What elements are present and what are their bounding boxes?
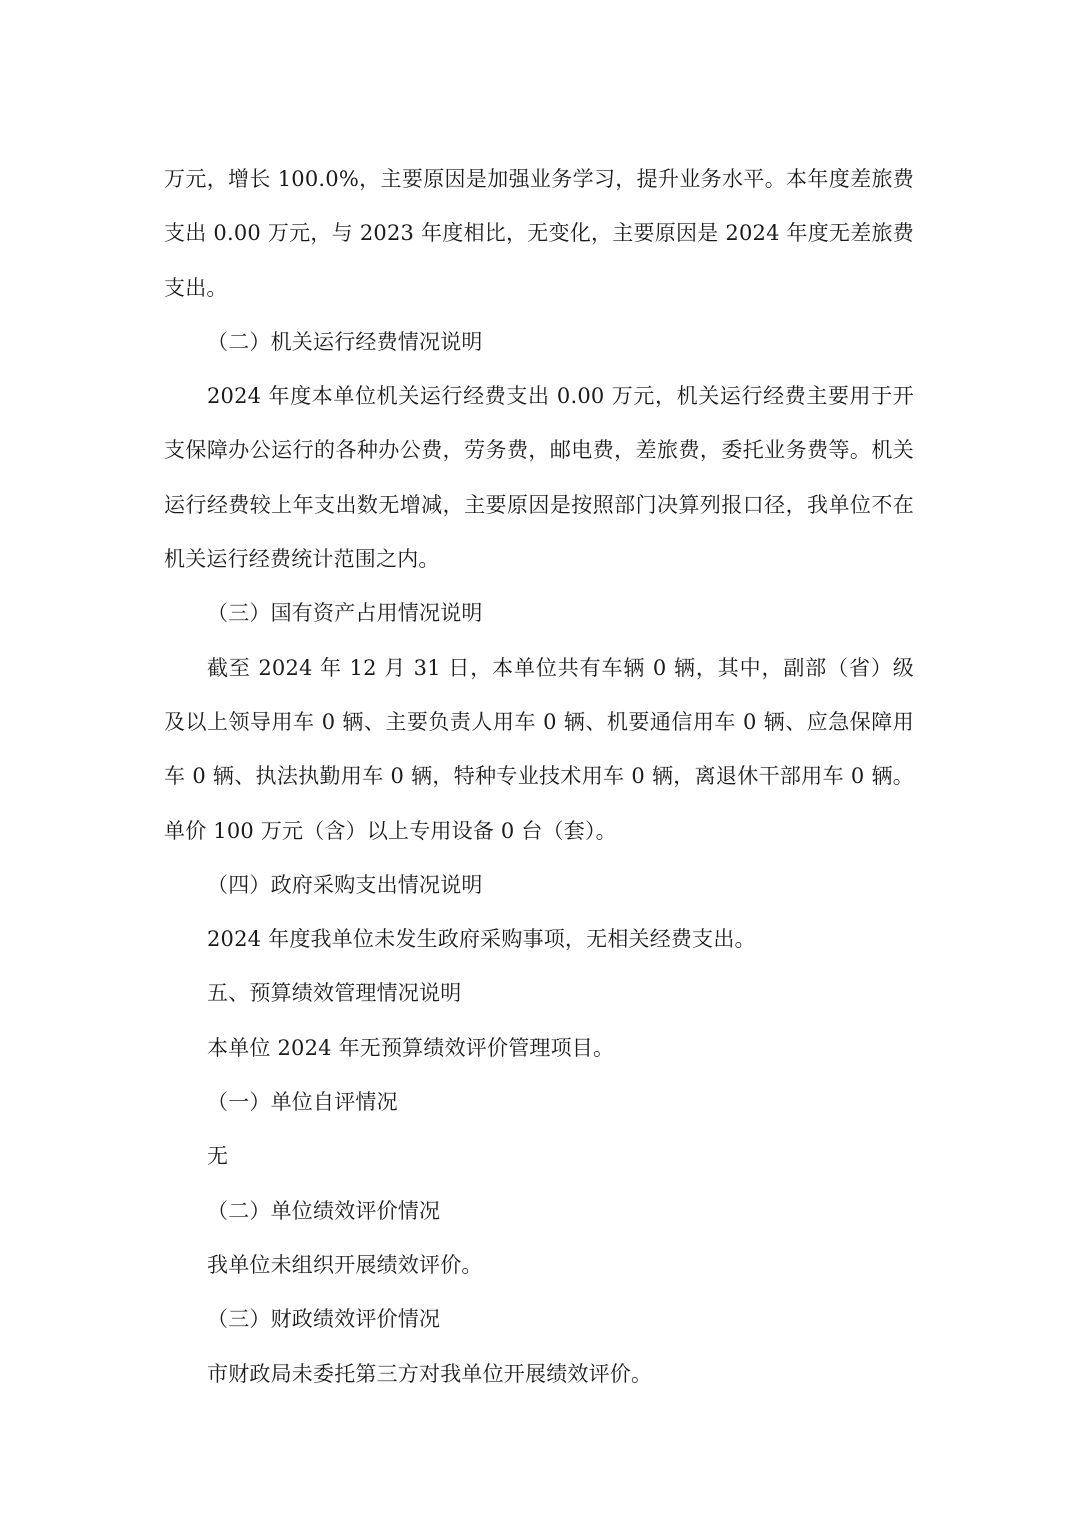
heading-agency-operating-expenses: （二）机关运行经费情况说明 <box>207 329 483 354</box>
heading-fiscal-performance-evaluation: （三）财政绩效评价情况 <box>207 1307 441 1332</box>
paragraph-government-procurement: 2024 年度我单位未发生政府采购事项，无相关经费支出。 <box>207 927 756 952</box>
paragraph-unit-performance-evaluation: 我单位未组织开展绩效评价。 <box>207 1252 483 1277</box>
heading-government-procurement: （四）政府采购支出情况说明 <box>207 872 483 897</box>
heading-state-assets: （三）国有资产占用情况说明 <box>207 601 483 626</box>
paragraph-agency-operating-expenses: 2024 年度本单位机关运行经费支出 0.00 万元，机关运行经费主要用于开支保障办公运行的各种办公费，劳务费，邮电费，差旅费，委托业务费等。机关运行经费较上年支出数无增减，主要原因是按照部门决算列报口径，我单位不在机关运行经费统计范围之内。 <box>164 384 914 572</box>
document-page <box>164 152 914 1401</box>
heading-self-evaluation: （一）单位自评情况 <box>207 1090 398 1115</box>
heading-unit-performance-evaluation: （二）单位绩效评价情况 <box>207 1198 441 1223</box>
paragraph-travel-expense-continuation: 万元，增长 100.0%，主要原因是加强业务学习，提升业务水平。本年度差旅费支出 0.00 万元，与 2023 年度相比，无变化，主要原因是 2024 年度无差旅费支出。 <box>164 167 914 300</box>
heading-performance-management: 五、预算绩效管理情况说明 <box>207 981 462 1006</box>
paragraph-performance-management: 本单位 2024 年无预算绩效评价管理项目。 <box>207 1035 615 1060</box>
paragraph-state-assets: 截至 2024 年 12 月 31 日，本单位共有车辆 0 辆，其中，副部（省）级及以上领导用车 0 辆、主要负责人用车 0 辆、机要通信用车 0 辆、应急保障用车 0 辆、执法执勤用车 0 辆，特种专业技术用车 0 辆，离退休干部用车 0 辆。单价 100 万元（含）以上专用设备 0 台（套）。 <box>164 655 914 843</box>
paragraph-self-evaluation: 无 <box>207 1144 229 1169</box>
paragraph-fiscal-performance-evaluation: 市财政局未委托第三方对我单位开展绩效评价。 <box>207 1361 653 1386</box>
